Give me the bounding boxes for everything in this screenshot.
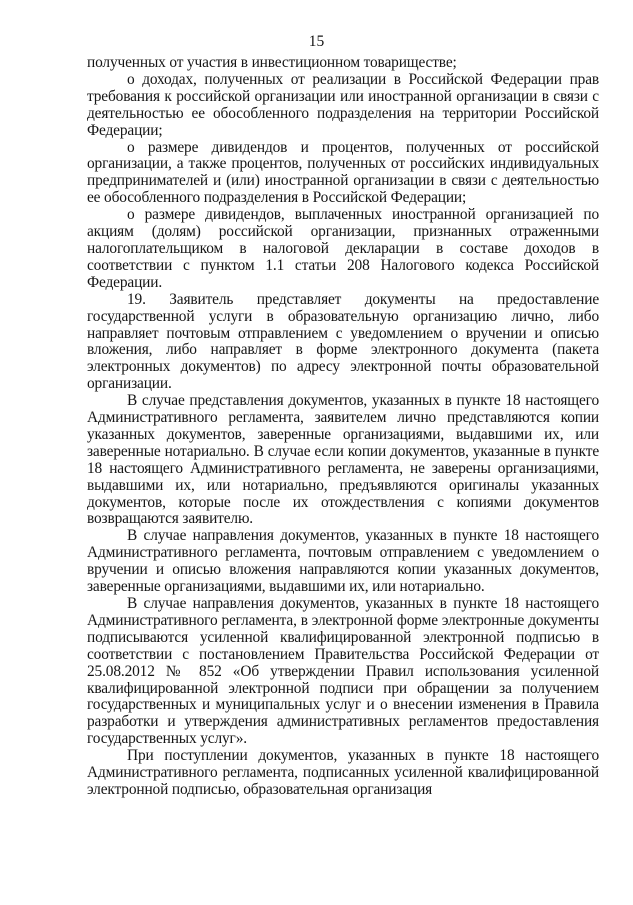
- paragraph-income-rights-claims: о доходах, полученных от реализации в Российской Федерации прав требования к российской организации или иностранной организации в связи с деятельностью ее обособленного подразделения на территории Российской Федерации;: [87, 70, 599, 139]
- paragraph-personal-submission: В случае представления документов, указанных в пункте 18 настоящего Административного регламента, заявителем лично представляются копии указанных документов, заверенные организациями, выдавшими их, или заверенные нотариально. В случае если копии документов, указанные в пункте 18 настоящего Административного регламента, не заверены организациями, выдавшими их, или нотариально, предъявляются оригиналы указанных документов, которые после их отождествления с копиями документов возвращаются заявителю.: [87, 392, 599, 528]
- paragraph-item-19: 19. Заявитель представляет документы на предоставление государственной услуги в образовательную организацию лично, либо направляет почтовым отправлением с уведомлением о вручении и описью вложения, либо направляет в форме электронного документа (пакета электронных документов) по адресу электронной почты образовательной организации.: [87, 290, 599, 393]
- paragraph-electronic-submission: В случае направления документов, указанных в пункте 18 настоящего Административного регламента, в электронной форме электронные документы подписываются усиленной квалифицированной электронной подписью в соответствии с постановлением Правительства Российской Федерации от 25.08.2012 № 852 «Об утверждении Правил использования усиленной квалифицированной электронной подписи при обращении за получением государственных и муниципальных услуг и о внесении изменения в Правила разработки и утверждения административных регламентов предоставления государственных услуг».: [87, 595, 599, 748]
- paragraph-continuation: полученных от участия в инвестиционном товариществе;: [87, 54, 457, 71]
- paragraph-electronic-signature-receipt: При поступлении документов, указанных в пункте 18 настоящего Административного регламента, подписанных усиленной квалифицированной электронной подписью, образовательная организация: [87, 747, 599, 798]
- page-number: 15: [308, 33, 325, 50]
- paragraph-dividends-interest: о размере дивидендов и процентов, полученных от российской организации, а также процентов, полученных от российских индивидуальных предпринимателей и (или) иностранной организации в связи с деятельностью ее обособленного подразделения в Российской Федерации;: [87, 138, 599, 207]
- paragraph-postal-submission: В случае направления документов, указанных в пункте 18 настоящего Административного регламента, почтовым отправлением с уведомлением о вручении и описью вложения направляются копии указанных документов, заверенные организациями, выдавшими их, или нотариально.: [87, 527, 599, 596]
- document-body: [87, 55, 599, 799]
- paragraph-foreign-dividends: о размере дивидендов, выплаченных иностранной организацией по акциям (долям) российской организации, признанных отраженными налогоплательщиком в налоговой декларации в составе доходов в соответствии с пунктом 1.1 статьи 208 Налогового кодекса Российской Федерации.: [87, 206, 599, 291]
